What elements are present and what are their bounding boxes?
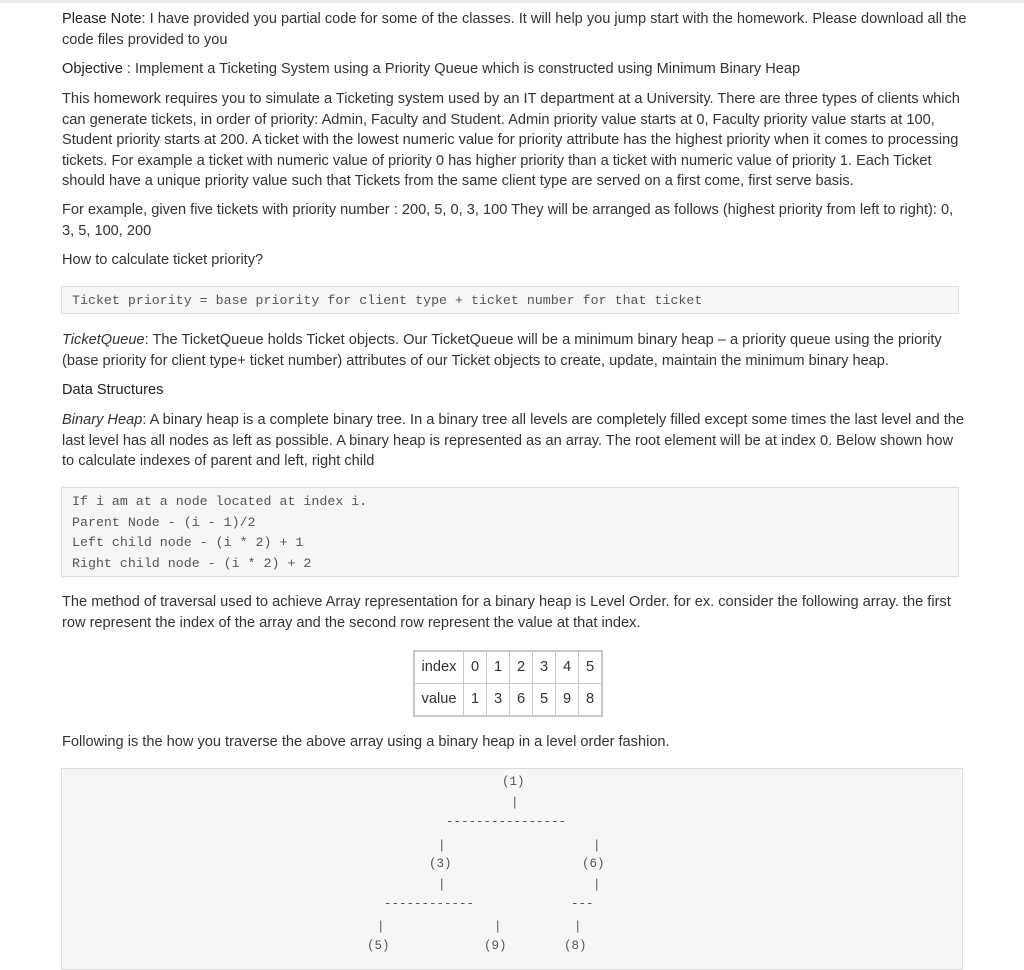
index-cell: 5 bbox=[579, 651, 603, 684]
tree-node-leaf: (8) bbox=[564, 939, 587, 953]
please-note-label: Please Note bbox=[62, 11, 142, 27]
value-cell: 3 bbox=[487, 684, 510, 717]
binary-heap-term: Binary Heap bbox=[62, 412, 143, 428]
following-paragraph: Following is the how you traverse the above array using a binary heap in a level order fashion. bbox=[62, 734, 670, 750]
tree-branch-line: ------------ bbox=[384, 897, 475, 911]
top-divider bbox=[0, 0, 1024, 3]
tree-node-left: (3) bbox=[429, 857, 452, 871]
ticketqueue-paragraph bbox=[62, 330, 967, 371]
tree-connector: | bbox=[511, 796, 519, 810]
binary-heap-text: : A binary heap is a complete binary tree. In a binary tree all levels are completely filled except some times the last level and the last level has all nodes as left as possible. A binary heap is represented as an array. The root element will be at index 0. Below shown how to calculate indexes of parent and left, right child bbox=[62, 412, 965, 469]
formula-code: Ticket priority = base priority for client type + ticket number for that ticket bbox=[72, 293, 703, 308]
index-cell: 3 bbox=[533, 651, 556, 684]
calc-question: How to calculate ticket priority? bbox=[62, 252, 264, 268]
example-paragraph: For example, given five tickets with priority number : 200, 5, 0, 3, 100 They will be arranged as follows (highest priority from left to right): 0, 3, 5, 100, 200 bbox=[62, 202, 954, 239]
code-line: Parent Node - (i - 1)/2 bbox=[72, 514, 256, 530]
tree-node-leaf: (9) bbox=[484, 939, 507, 953]
binary-heap-tree-diagram bbox=[61, 768, 963, 970]
value-cell: 6 bbox=[510, 684, 533, 717]
value-cell: 5 bbox=[533, 684, 556, 717]
please-note-text: : I have provided you partial code for some of the classes. It will help you jump start with the homework. Please download all the code files provided to you bbox=[62, 11, 967, 48]
data-structures-heading: Data Structures bbox=[62, 382, 164, 398]
index-cell: 1 bbox=[487, 651, 510, 684]
tree-connector: | bbox=[438, 839, 446, 853]
intro-paragraph: This homework requires you to simulate a Ticketing system used by an IT department at a University. There are three types of clients which can generate tickets, in order of priority: Admin, Faculty and Student. Admin priority value starts at 0, Faculty priority value starts at 100, Student priority starts at 200. A ticket with the lowest numeric value for priority attribute has the highest priority when it comes to processing tickets. For example a ticket with numeric value of priority 0 has higher priority than a ticket with numeric value of priority 1. Each Ticket should have a unique priority value such that Tickets from the same client type are served on a first come, first serve basis. bbox=[62, 91, 960, 189]
tree-connector: | bbox=[438, 878, 446, 892]
index-label-cell: index bbox=[414, 651, 464, 684]
tree-connector: | bbox=[377, 920, 385, 934]
traversal-paragraph: The method of traversal used to achieve Array representation for a binary heap is Level Order. for ex. consider the following array. the first row represent the index of the array and the second row represent the value at that index. bbox=[62, 594, 951, 631]
value-row bbox=[414, 684, 602, 717]
index-cell: 2 bbox=[510, 651, 533, 684]
tree-connector: | bbox=[574, 920, 582, 934]
please-note-paragraph bbox=[62, 9, 967, 50]
value-cell: 9 bbox=[556, 684, 579, 717]
index-row bbox=[414, 651, 602, 684]
value-cell: 1 bbox=[464, 684, 487, 717]
code-line: Right child node - (i * 2) + 2 bbox=[72, 555, 312, 571]
code-line: Left child node - (i * 2) + 1 bbox=[72, 535, 304, 550]
value-cell: 8 bbox=[579, 684, 603, 717]
objective-text: : Implement a Ticketing System using a Priority Queue which is constructed using Minimum Binary Heap bbox=[122, 61, 801, 77]
objective-paragraph bbox=[62, 59, 967, 80]
array-table bbox=[413, 650, 603, 717]
ticketqueue-term: TicketQueue bbox=[62, 332, 145, 348]
tree-node-right: (6) bbox=[582, 857, 605, 871]
tree-connector: | bbox=[593, 878, 601, 892]
tree-branch-line: ---------------- bbox=[446, 815, 567, 829]
value-label-cell: value bbox=[414, 684, 464, 717]
index-cell: 4 bbox=[556, 651, 579, 684]
index-code-block bbox=[61, 487, 959, 577]
binary-heap-paragraph bbox=[62, 410, 967, 472]
formula-code-block bbox=[61, 286, 959, 314]
ticketqueue-text: : The TicketQueue holds Ticket objects. Our TicketQueue will be a minimum binary heap – a priority queue using the priority (base priority for client type+ ticket number) attributes of our Ticket objects to create, update, maintain the minimum binary heap. bbox=[62, 332, 942, 369]
objective-label: Objective bbox=[62, 61, 123, 77]
tree-branch-line: --- bbox=[571, 897, 594, 911]
tree-connector: | bbox=[494, 920, 502, 934]
code-line: If i am at a node located at index i. bbox=[72, 494, 368, 509]
tree-node-root: (1) bbox=[502, 775, 525, 789]
tree-connector: | bbox=[593, 839, 601, 853]
tree-node-leaf: (5) bbox=[367, 939, 390, 953]
index-cell: 0 bbox=[464, 651, 487, 684]
